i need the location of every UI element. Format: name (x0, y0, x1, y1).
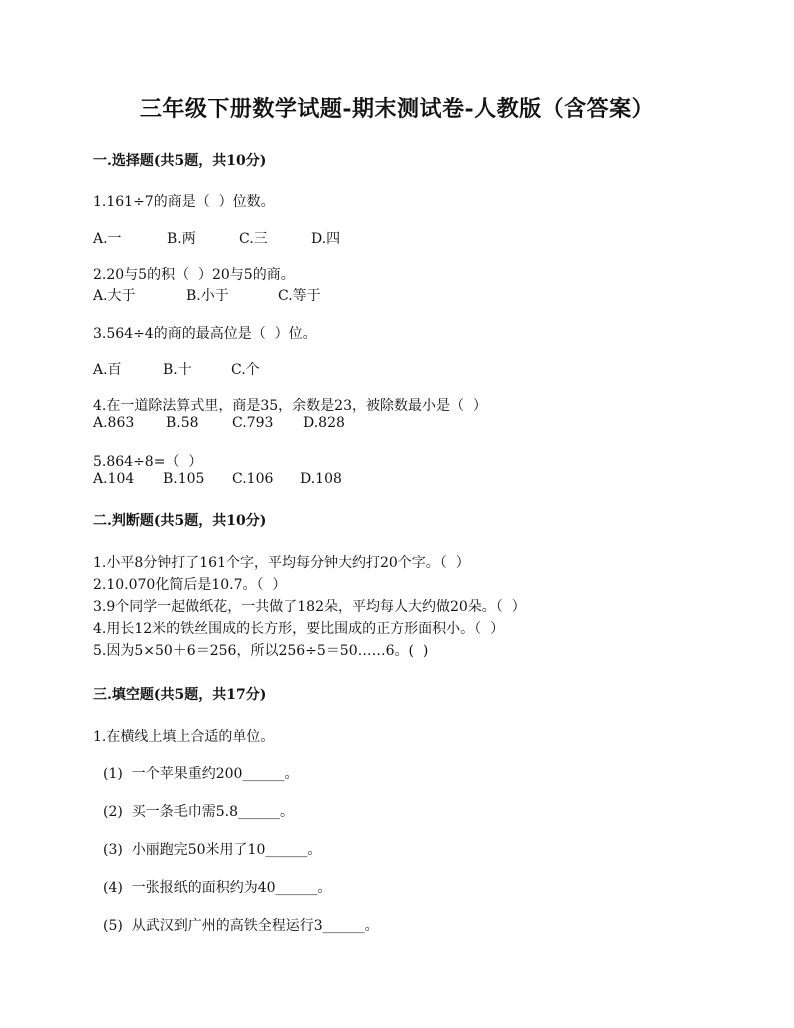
option-b: B.小于 (186, 288, 229, 304)
question-stem: 2.20与5的积（ ）20与5的商。 (93, 267, 295, 283)
option-d: D.828 (303, 415, 345, 431)
option-a: A.863 (93, 415, 135, 431)
question-stem: 1.161÷7的商是（ ）位数。 (93, 194, 275, 210)
option-c: C.等于 (278, 288, 321, 304)
option-c: C.三 (239, 231, 268, 247)
judgement-item: 1.小平8分钟打了161个字，平均每分钟大约打20个字。（ ） (93, 555, 470, 571)
fill-intro: 1.在横线上填上合适的单位。 (93, 729, 275, 745)
option-c: C.106 (232, 471, 274, 487)
option-c: C.个 (231, 362, 260, 378)
section-heading-choice: 一.选择题(共5题，共10分) (93, 153, 267, 169)
judgement-item: 5.因为5×50＋6＝256，所以256÷5＝50……6。( ) (93, 643, 429, 659)
option-a: A.104 (93, 471, 135, 487)
option-b: B.105 (163, 471, 205, 487)
option-d: D.108 (300, 471, 342, 487)
judgement-item: 4.用长12米的铁丝围成的长方形，要比围成的正方形面积小。（ ） (93, 621, 505, 637)
fill-item: (5) 从武汉到广州的高铁全程运行3______。 (103, 918, 379, 934)
option-b: B.58 (166, 415, 199, 431)
judgement-item: 3.9个同学一起做纸花，一共做了182朵，平均每人大约做20朵。（ ） (93, 599, 526, 615)
option-c: C.793 (232, 415, 274, 431)
judgement-item: 2.10.070化简后是10.7。（ ） (93, 577, 287, 593)
option-b: B.十 (163, 362, 192, 378)
option-a: A.大于 (93, 288, 136, 304)
question-stem: 3.564÷4的商的最高位是（ ）位。 (93, 326, 317, 342)
question-stem: 4.在一道除法算式里，商是35，余数是23，被除数最小是（ ） (93, 398, 487, 414)
section-heading-judgement: 二.判断题(共5题，共10分) (93, 513, 267, 529)
fill-item: (3) 小丽跑完50米用了10______。 (103, 842, 322, 858)
option-a: A.一 (93, 231, 122, 247)
fill-item: (4) 一张报纸的面积约为40______。 (103, 880, 332, 896)
option-b: B.两 (167, 231, 196, 247)
fill-item: (1) 一个苹果重约200______。 (103, 766, 299, 782)
fill-item: (2) 买一条毛巾需5.8______。 (103, 804, 294, 820)
option-a: A.百 (93, 362, 122, 378)
question-stem: 5.864÷8=（ ） (93, 454, 203, 470)
section-heading-fill: 三.填空题(共5题，共17分) (93, 687, 267, 703)
document-title: 三年级下册数学试题-期末测试卷-人教版（含答案） (139, 96, 655, 122)
option-d: D.四 (311, 231, 341, 247)
